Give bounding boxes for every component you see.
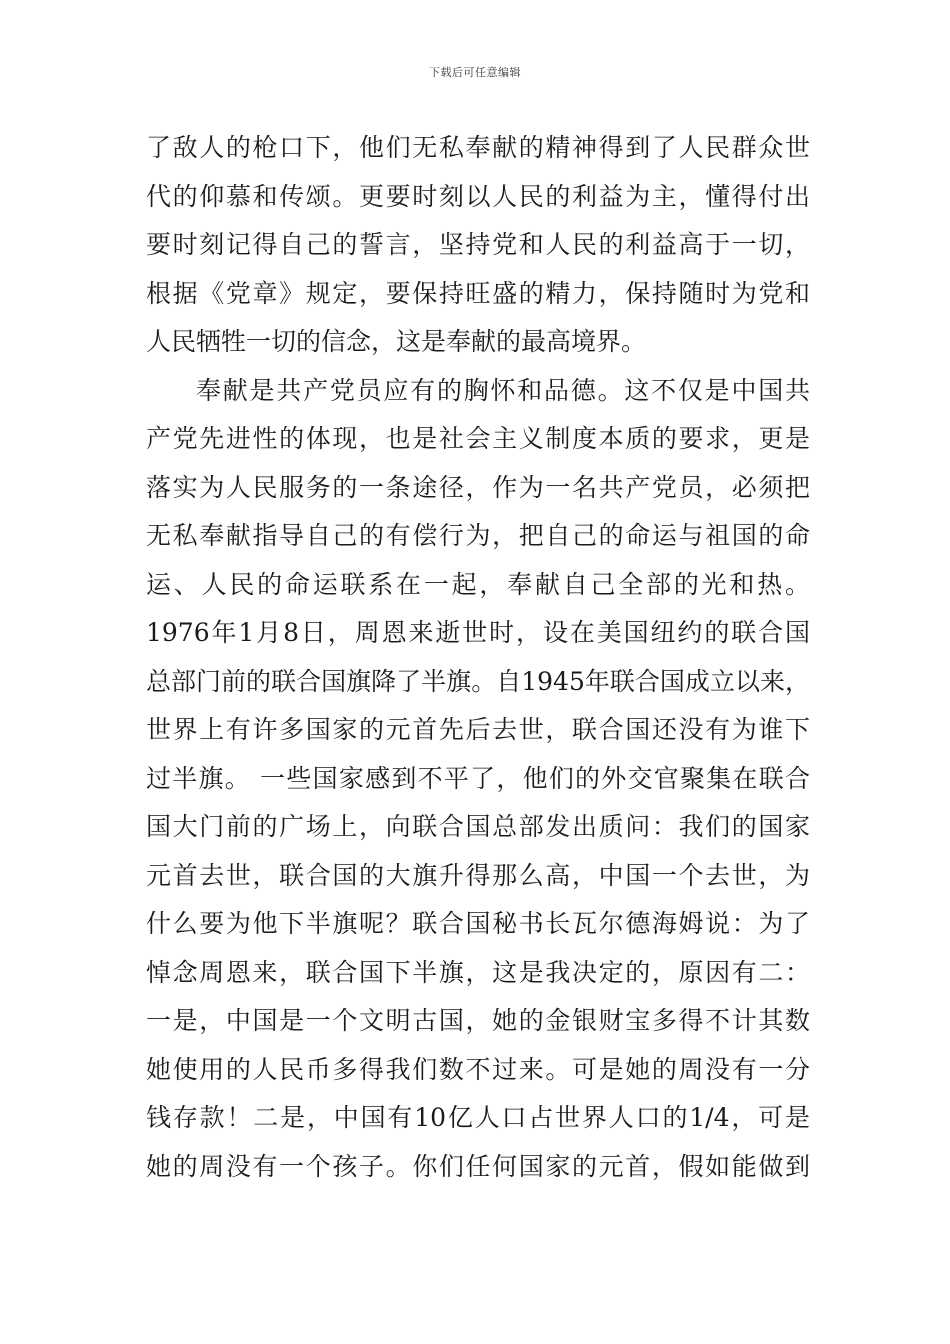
text-line: 过半旗。 一些国家感到不平了，他们的外交官聚集在联合: [146, 763, 810, 793]
text-line: 钱存款！二是，中国有10亿人口占世界人口的1/4，可是: [146, 1103, 810, 1132]
paragraph-start-line: 奉献是共产党员应有的胸怀和品德。这不仅是中国共: [196, 375, 810, 405]
text-line: 什么要为他下半旗呢？联合国秘书长瓦尔德海姆说：为了: [146, 909, 810, 938]
text-line: 总部门前的联合国旗降了半旗。自1945年联合国成立以来，: [146, 666, 810, 696]
body-text: [146, 124, 810, 1191]
text-line: 悼念周恩来，联合国下半旗，这是我决定的，原因有二：: [146, 957, 810, 987]
text-line: 1976年1月8日，周恩来逝世时，设在美国纽约的联合国: [146, 618, 810, 647]
text-line: 元首去世，联合国的大旗升得那么高，中国一个去世，为: [146, 860, 810, 890]
text-line: 落实为人民服务的一条途径，作为一名共产党员，必须把: [146, 472, 810, 502]
text-line: 世界上有许多国家的元首先后去世，联合国还没有为谁下: [146, 715, 810, 744]
text-line: 产党先进性的体现，也是社会主义制度本质的要求，更是: [146, 424, 810, 453]
text-line: 国大门前的广场上，向联合国总部发出质问：我们的国家: [146, 812, 810, 841]
text-line: 无私奉献指导自己的有偿行为，把自己的命运与祖国的命: [146, 521, 810, 550]
text-line: 代的仰慕和传颂。更要时刻以人民的利益为主，懂得付出: [146, 181, 810, 211]
text-line: 根据《党章》规定，要保持旺盛的精力，保持随时为党和: [146, 278, 810, 308]
text-line: 一是，中国是一个文明古国，她的金银财宝多得不计其数: [146, 1006, 810, 1035]
text-line: 她使用的人民币多得我们数不过来。可是她的周没有一分: [146, 1054, 810, 1084]
text-line: 运、人民的命运联系在一起，奉献自己全部的光和热。: [146, 569, 810, 599]
text-line: 她的周没有一个孩子。你们任何国家的元首，假如能做到: [146, 1151, 810, 1181]
page-header: 下载后可任意编辑: [429, 66, 521, 79]
text-line: 人民牺牲一切的信念，这是奉献的最高境界。: [146, 327, 647, 356]
text-line: 要时刻记得自己的誓言，坚持党和人民的利益高于一切，: [146, 230, 810, 259]
text-line: 了敌人的枪口下，他们无私奉献的精神得到了人民群众世: [146, 133, 810, 162]
